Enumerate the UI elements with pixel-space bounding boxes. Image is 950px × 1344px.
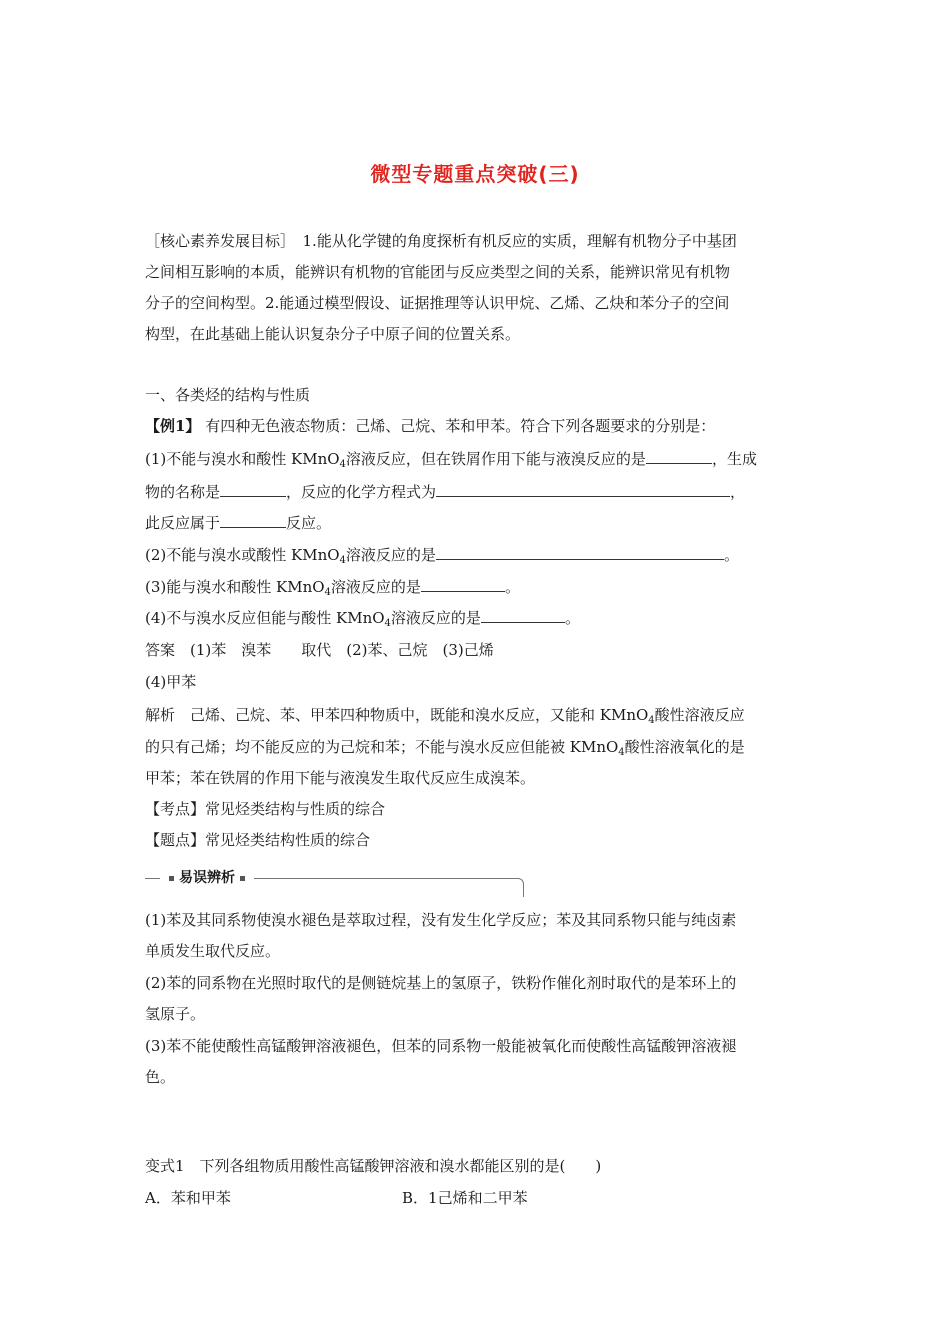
page-title: 微型专题重点突破(三)	[370, 162, 580, 186]
error-line-6: 色。	[145, 1068, 176, 1086]
choice-b: B．1己烯和二甲苯	[402, 1189, 528, 1207]
square-bullet-icon	[169, 876, 174, 881]
analysis-line-3: 甲苯；苯在铁屑的作用下能与液溴发生取代反应生成溴苯。	[145, 769, 536, 787]
goals-line-4: 构型，在此基础上能认识复杂分子中原子间的位置关系。	[145, 325, 521, 343]
answer-blank[interactable]	[436, 482, 730, 497]
answer-blank[interactable]	[436, 545, 724, 560]
error-line-2: 单质发生取代反应。	[145, 942, 281, 960]
error-line-5: (3)苯不能使酸性高锰酸钾溶液褪色，但苯的同系物一般能被氧化而使酸性高锰酸钾溶液褪	[145, 1037, 737, 1055]
answer-blank[interactable]	[220, 513, 286, 528]
goals-line-2: 之间相互影响的本质，能辨识有机物的官能团与反应类型之间的关系，能辨识常见有机物	[145, 263, 731, 281]
question-1-line-3: 此反应属于 反应。	[145, 514, 332, 532]
error-box-label: 易误辨析	[160, 868, 254, 888]
variant-choices	[145, 1188, 810, 1208]
square-bullet-icon	[240, 876, 245, 881]
question-4: (4)不与溴水反应但能与酸性 KMnO$_4$溶液反应的是 。	[145, 609, 580, 629]
answer-line-1: 答案 (1)苯 溴苯 取代 (2)苯、己烷 (3)己烯	[145, 641, 494, 659]
question-1-line-2: 物的名称是 ，反应的化学方程式为 ，	[145, 483, 746, 501]
error-line-3: (2)苯的同系物在光照时取代的是侧链烷基上的氢原子，铁粉作催化剂时取代的是苯环上的	[145, 974, 737, 992]
analysis-line-2: 的只有己烯；均不能反应的为己烷和苯；不能与溴水反应但能被 KMnO$_4$酸性溶液氧化的是	[145, 738, 745, 758]
error-line-4: 氢原子。	[145, 1005, 206, 1023]
example-stem	[145, 416, 810, 436]
answer-line-2: (4)甲苯	[145, 673, 197, 691]
question-3: (3)能与溴水和酸性 KMnO$_4$溶液反应的是 。	[145, 578, 520, 598]
variant-stem: 变式1 下列各组物质用酸性高锰酸钾溶液和溴水都能区别的是( )	[145, 1157, 602, 1175]
answer-blank[interactable]	[220, 482, 286, 497]
tidian-line: 【题点】常见烃类结构性质的综合	[145, 831, 371, 849]
choice-a: A．苯和甲苯	[145, 1189, 231, 1207]
goals-line-1: ［核心素养发展目标］ 1.能从化学键的角度探析有机反应的实质，理解有机物分子中基团	[145, 232, 737, 250]
example-tag: 【例1】	[145, 417, 201, 435]
analysis-line-1: 解析 己烯、己烷、苯、甲苯四种物质中，既能和溴水反应，又能和 KMnO$_4$酸性溶液反应	[145, 706, 745, 726]
error-line-1: (1)苯及其同系物使溴水褪色是萃取过程，没有发生化学反应；苯及其同系物只能与纯卤素	[145, 911, 737, 929]
kaodian-line: 【考点】常见烃类结构与性质的综合	[145, 800, 386, 818]
section-heading: 一、各类烃的结构与性质	[145, 386, 311, 404]
question-1-line-1: (1)不能与溴水和酸性 KMnO$_4$溶液反应，但在铁屑作用下能与液溴反应的是 ，生成	[145, 450, 757, 470]
answer-blank[interactable]	[646, 449, 712, 464]
goals-line-3: 分子的空间构型。2.能通过模型假设、证据推理等认识甲烷、乙烯、乙炔和苯分子的空间	[145, 294, 730, 312]
question-2: (2)不能与溴水或酸性 KMnO$_4$溶液反应的是 。	[145, 546, 739, 566]
answer-blank[interactable]	[481, 608, 565, 623]
answer-blank[interactable]	[421, 577, 505, 592]
example-stem-text: 有四种无色液态物质：己烯、己烷、苯和甲苯。符合下列各题要求的分别是：	[200, 417, 716, 435]
